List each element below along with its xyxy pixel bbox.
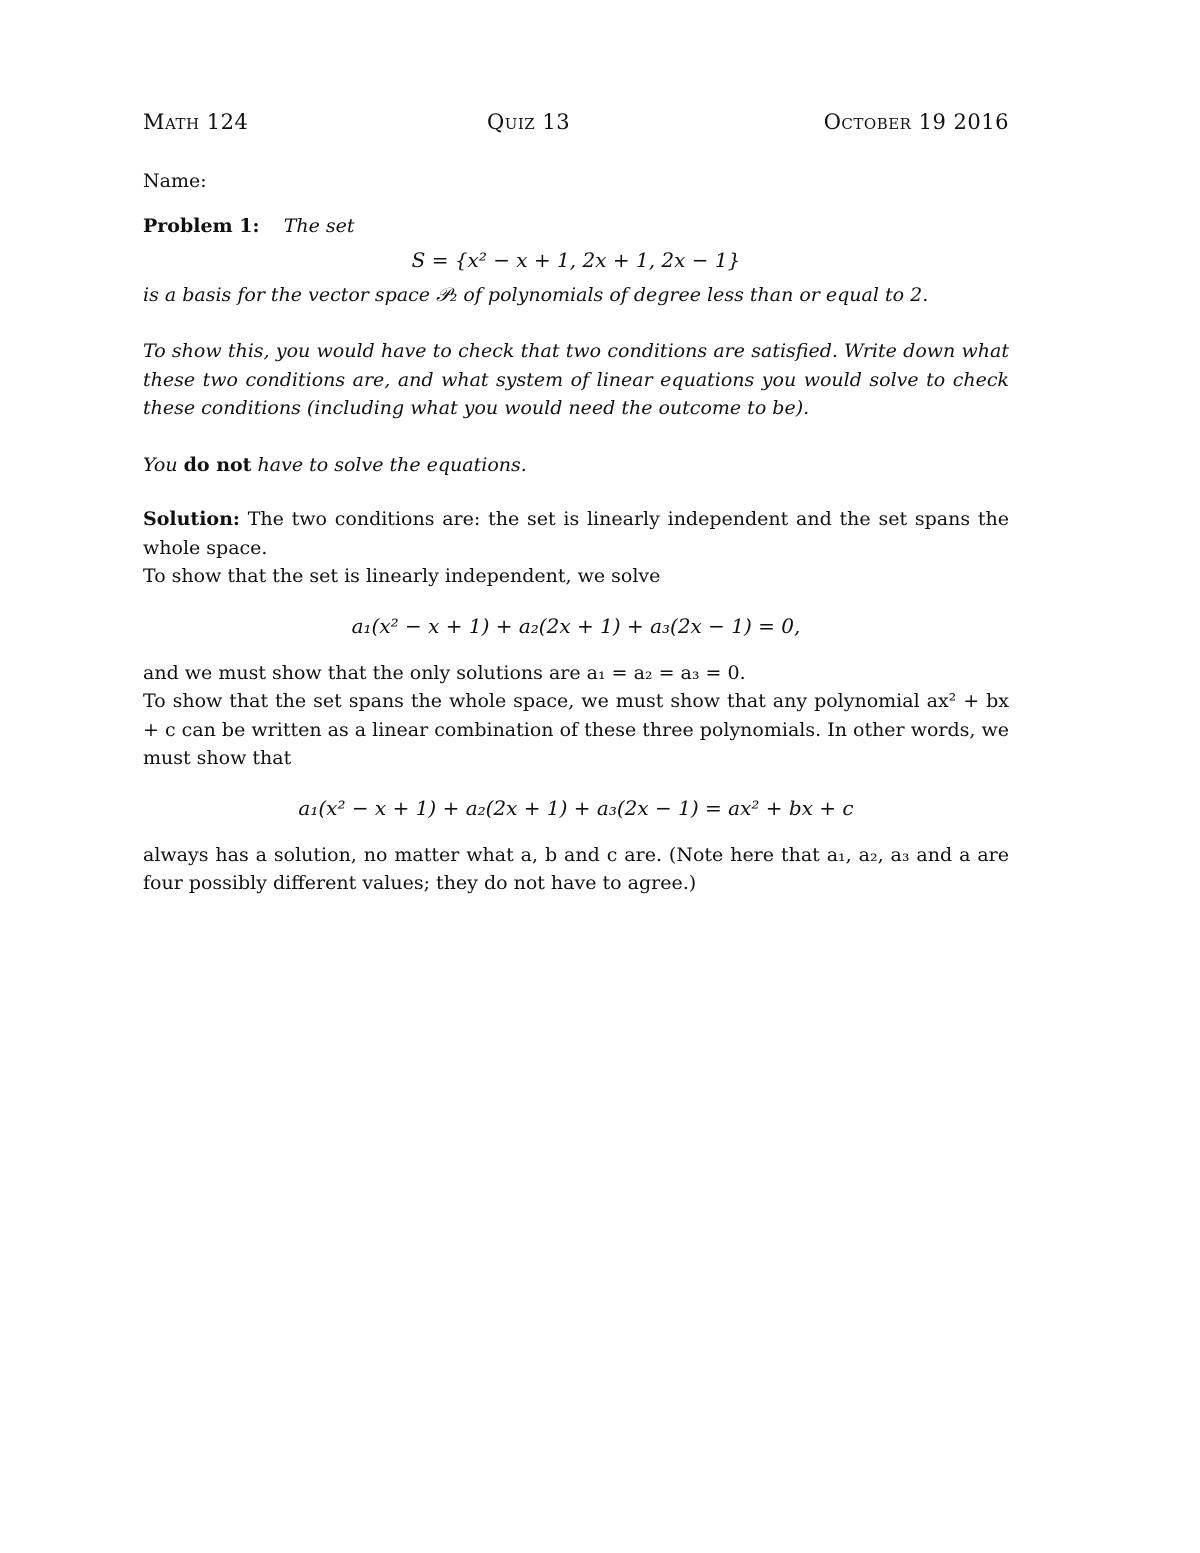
solution-line-1: The two conditions are: the set is linearly independent and the set spans the whole space. [143, 508, 1009, 559]
problem-label: Problem 1: [143, 215, 260, 237]
solution-line-4: To show that the set spans the whole space, we must show that any polynomial ax² + bx + c can be written as a linear combination of these three polynomials. In other words, we must show that [143, 690, 1009, 769]
problem-instruction: To show this, you would have to check that two conditions are satisfied. Write down what these two conditions are, and what system of linear equations you would solve to check these conditions (including what you would need the outcome to be). [143, 340, 1009, 419]
solution-line-5: always has a solution, no matter what a, b and c are. (Note here that a₁, a₂, a₃ and a are four possibly different values; they do not have to agree.) [143, 843, 1009, 894]
note-bold: do not [183, 453, 252, 476]
problem-intro: The set [283, 215, 355, 237]
problem-statement: is a basis for the vector space 𝒫₂ of polynomials of degree less than or equal to 2. [143, 283, 929, 306]
span-equation: a₁(x² − x + 1) + a₂(2x + 1) + a₃(2x − 1) = ax² + bx + c [298, 795, 854, 820]
page-header [143, 110, 1009, 140]
solution-section [143, 505, 1009, 898]
set-equation: S = {x² − x + 1, 2x + 1, 2x − 1} [411, 247, 741, 272]
note-before: You [143, 453, 178, 476]
quiz-title: Quiz 13 [487, 110, 571, 134]
solution-line-2: To show that the set is linearly independent, we solve [143, 565, 661, 587]
problem-section [143, 212, 1009, 479]
independence-equation: a₁(x² − x + 1) + a₂(2x + 1) + a₃(2x − 1) = 0, [351, 613, 801, 638]
problem-note [143, 451, 1009, 480]
quiz-date: October 19 2016 [823, 110, 1009, 134]
solution-line-3: and we must show that the only solutions are a₁ = a₂ = a₃ = 0. [143, 661, 746, 684]
course-title: Math 124 [143, 110, 249, 134]
name-label: Name: [143, 170, 207, 192]
quiz-page [143, 110, 1009, 898]
solution-label: Solution: [143, 508, 240, 530]
note-after: have to solve the equations. [257, 453, 527, 476]
